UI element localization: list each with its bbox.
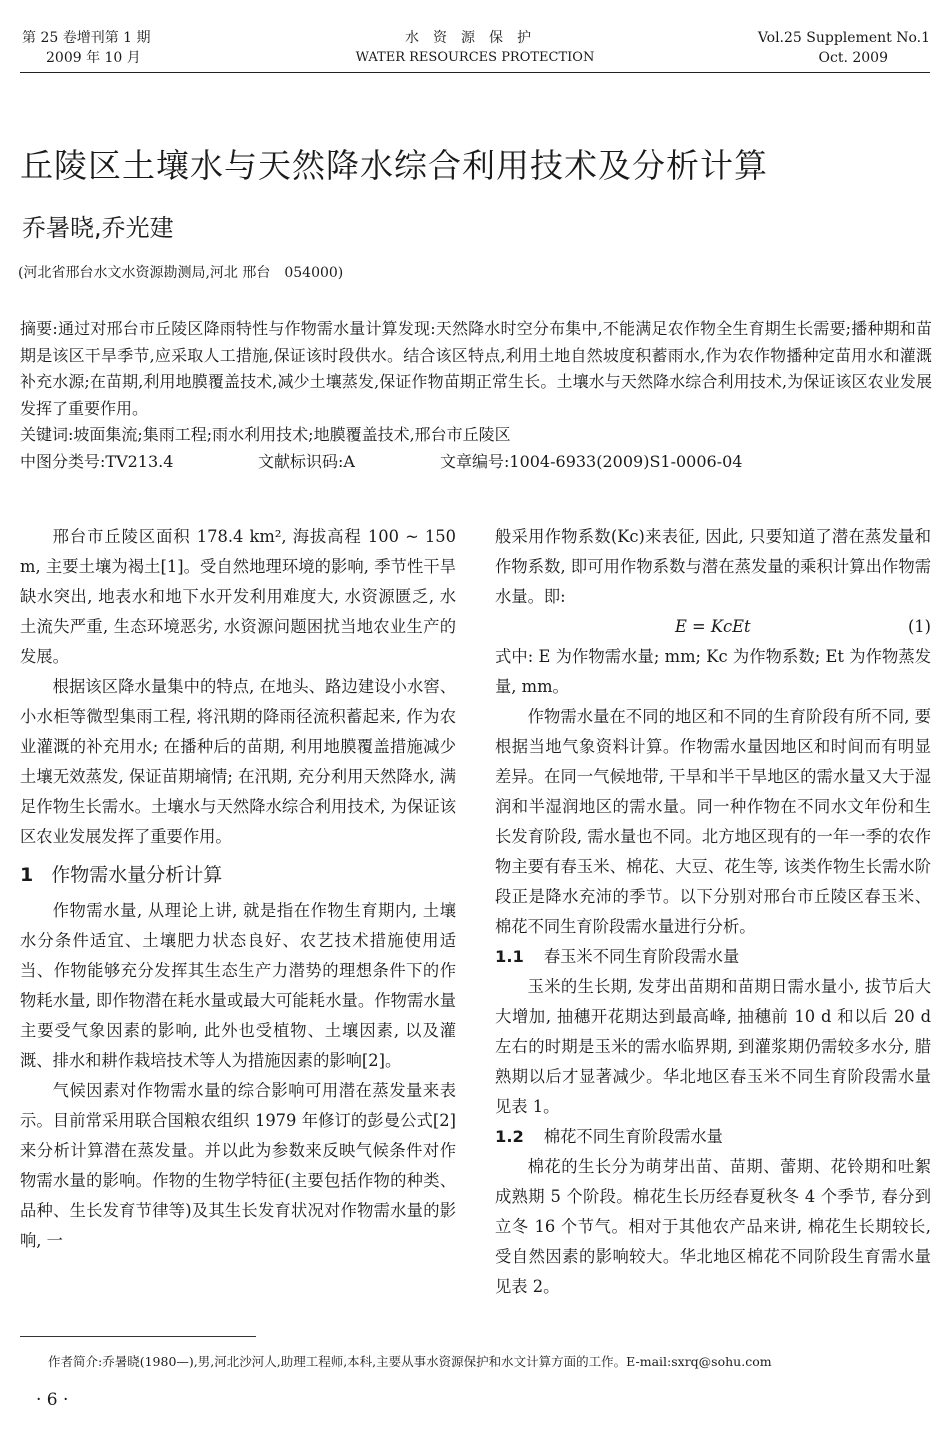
header-volume-cn: 第 25 卷增刊第 1 期: [22, 30, 151, 46]
equation-number: (1): [907, 617, 931, 636]
article-title: 丘陵区土壤水与天然降水综合利用技术及分析计算: [20, 146, 768, 185]
subsection-heading: [495, 942, 931, 972]
body-paragraph: 作物需水量, 从理论上讲, 就是指在作物生育期内, 土壤水分条件适宜、土壤肥力状态良好、农艺技术措施使用适当、作物能够充分发挥其生态生产力潜势的理想条件下的作物耗水量, 即作物潜在耗水量或最大可能耗水量。作物需水量主要受气象因素的影响, 此外也受植物、土壤因素, 以及灌溉、排水和耕作栽培技术等人为措施因素的影响[2]。: [20, 901, 456, 1070]
section-heading: [20, 860, 456, 890]
clc-number: 中图分类号:TV213.4: [20, 451, 174, 471]
section-number: 1: [20, 864, 34, 886]
body-column-right: [495, 522, 931, 1302]
abstract-block: [20, 316, 932, 475]
article-affiliation: (河北省邢台水文水资源勘测局,河北 邢台 054000): [18, 265, 344, 281]
header-volume-en: Vol.25 Supplement No.1: [757, 30, 930, 46]
equation-body: E = KcEt: [675, 617, 751, 636]
body-column-left: [20, 522, 456, 1256]
header-journal-cn: 水资源保护: [405, 30, 545, 46]
classification-row: [20, 449, 932, 476]
body-paragraph: 般采用作物系数(Kc)来表征, 因此, 只要知道了潜在蒸发量和作物系数, 即可用作物系数与潜在蒸发量的乘积计算出作物需水量。即:: [495, 527, 931, 606]
keywords: 关键词:坡面集流;集雨工程;雨水利用技术;地膜覆盖技术,邢台市丘陵区: [20, 425, 511, 444]
section-title: 作物需水量分析计算: [51, 864, 223, 886]
header-date-en: Oct. 2009: [818, 50, 888, 66]
page-number: · 6 ·: [36, 1390, 69, 1410]
document-code: 文献标识码:A: [258, 451, 355, 471]
body-paragraph: 邢台市丘陵区面积 178.4 km², 海拔高程 100 ~ 150 m, 主要土壤为褐土[1]。受自然地理环境的影响, 季节性干旱缺水突出, 地表水和地下水开发利用难度大, 水资源匮乏, 水土流失严重, 生态环境恶劣, 水资源问题困扰当地农业生产的发展。: [20, 527, 456, 666]
header-date-cn: 2009 年 10 月: [46, 50, 141, 66]
article-authors: 乔暑晓,乔光建: [22, 214, 174, 242]
subsection-heading: [495, 1122, 931, 1152]
body-paragraph: 作物需水量在不同的地区和不同的生育阶段有所不同, 要根据当地气象资料计算。作物需水量因地区和时间而有明显差异。在同一气候地带, 干旱和半干旱地区的需水量又大于湿润和半湿润地区的需水量。同一种作物在不同水文年份和生长发育阶段, 需水量也不同。北方地区现有的一年一季的农作物主要有春玉米、棉花、大豆、花生等, 该类作物生长需水阶段正是降水充沛的季节。以下分别对邢台市丘陵区春玉米、棉花不同生育阶段需水量进行分析。: [495, 707, 931, 936]
abstract-text: 摘要:通过对邢台市丘陵区降雨特性与作物需水量计算发现:天然降水时空分布集中,不能满足农作物全生育期生长需要;播种期和苗期是该区干旱季节,应采取人工措施,保证该时段供水。结合该区特点,利用土地自然坡度积蓄雨水,作为农作物播种定苗用水和灌溉补充水源;在苗期,利用地膜覆盖技术,减少土壤蒸发,保证作物苗期正常生长。土壤水与天然降水综合利用技术,为保证该区农业发展发挥了重要作用。: [20, 319, 932, 418]
body-paragraph: 玉米的生长期, 发芽出苗期和苗期日需水量小, 拔节后大大增加, 抽穗开花期达到最高峰, 抽穗前 10 d 和以后 20 d 左右的时期是玉米的需水临界期, 到灌浆期仍需较多水分, 腊熟期以后才显著减少。华北地区春玉米不同生育阶段需水量见表 1。: [495, 977, 931, 1116]
equation-1: [495, 612, 931, 642]
header-right: [758, 28, 930, 68]
footnote-rule: [20, 1336, 256, 1337]
header-rule: [20, 72, 930, 73]
body-paragraph: 根据该区降水量集中的特点, 在地头、路边建设小水窖、小水柜等微型集雨工程, 将汛期的降雨径流积蓄起来, 作为农业灌溉的补充用水; 在播种后的苗期, 利用地膜覆盖措施减少土壤无效蒸发, 保证苗期墒情; 在汛期, 充分利用天然降水, 满足作物生长需水。土壤水与天然降水综合利用技术, 为保证该区农业发展发挥了重要作用。: [20, 677, 456, 846]
subsection-number: 1.1: [495, 947, 524, 966]
body-paragraph: 气候因素对作物需水量的综合影响可用潜在蒸发量来表示。目前常采用联合国粮农组织 1979 年修订的彭曼公式[2] 来分析计算潜在蒸发量。并以此为参数来反映气候条件对作物需水量的影响。作物的生物学特征(主要包括作物的种类、品种、生长发育节律等)及其生长发育状况对作物需水量的影响, 一: [20, 1081, 456, 1250]
author-footnote: 作者简介:乔暑晓(1980—),男,河北沙河人,助理工程师,本科,主要从事水资源保护和水文计算方面的工作。E-mail:sxrq@sohu.com: [48, 1354, 772, 1369]
body-paragraph: 式中: E 为作物需水量; mm; Kc 为作物系数; Et 为作物蒸发量, mm。: [495, 647, 931, 696]
subsection-title: 棉花不同生育阶段需水量: [543, 1127, 723, 1146]
body-paragraph: 棉花的生长分为萌芽出苗、苗期、蕾期、花铃期和吐絮成熟期 5 个阶段。棉花生长历经春夏秋冬 4 个季节, 春分到立冬 16 个节气。相对于其他农产品来讲, 棉花生长期较长, 受自然因素的影响较大。华北地区棉花不同阶段生育需水量见表 2。: [495, 1157, 931, 1296]
header-journal-en: WATER RESOURCES PROTECTION: [355, 50, 595, 65]
article-number: 文章编号:1004-6933(2009)S1-0006-04: [440, 451, 743, 471]
subsection-number: 1.2: [495, 1127, 524, 1146]
subsection-title: 春玉米不同生育阶段需水量: [543, 947, 740, 966]
